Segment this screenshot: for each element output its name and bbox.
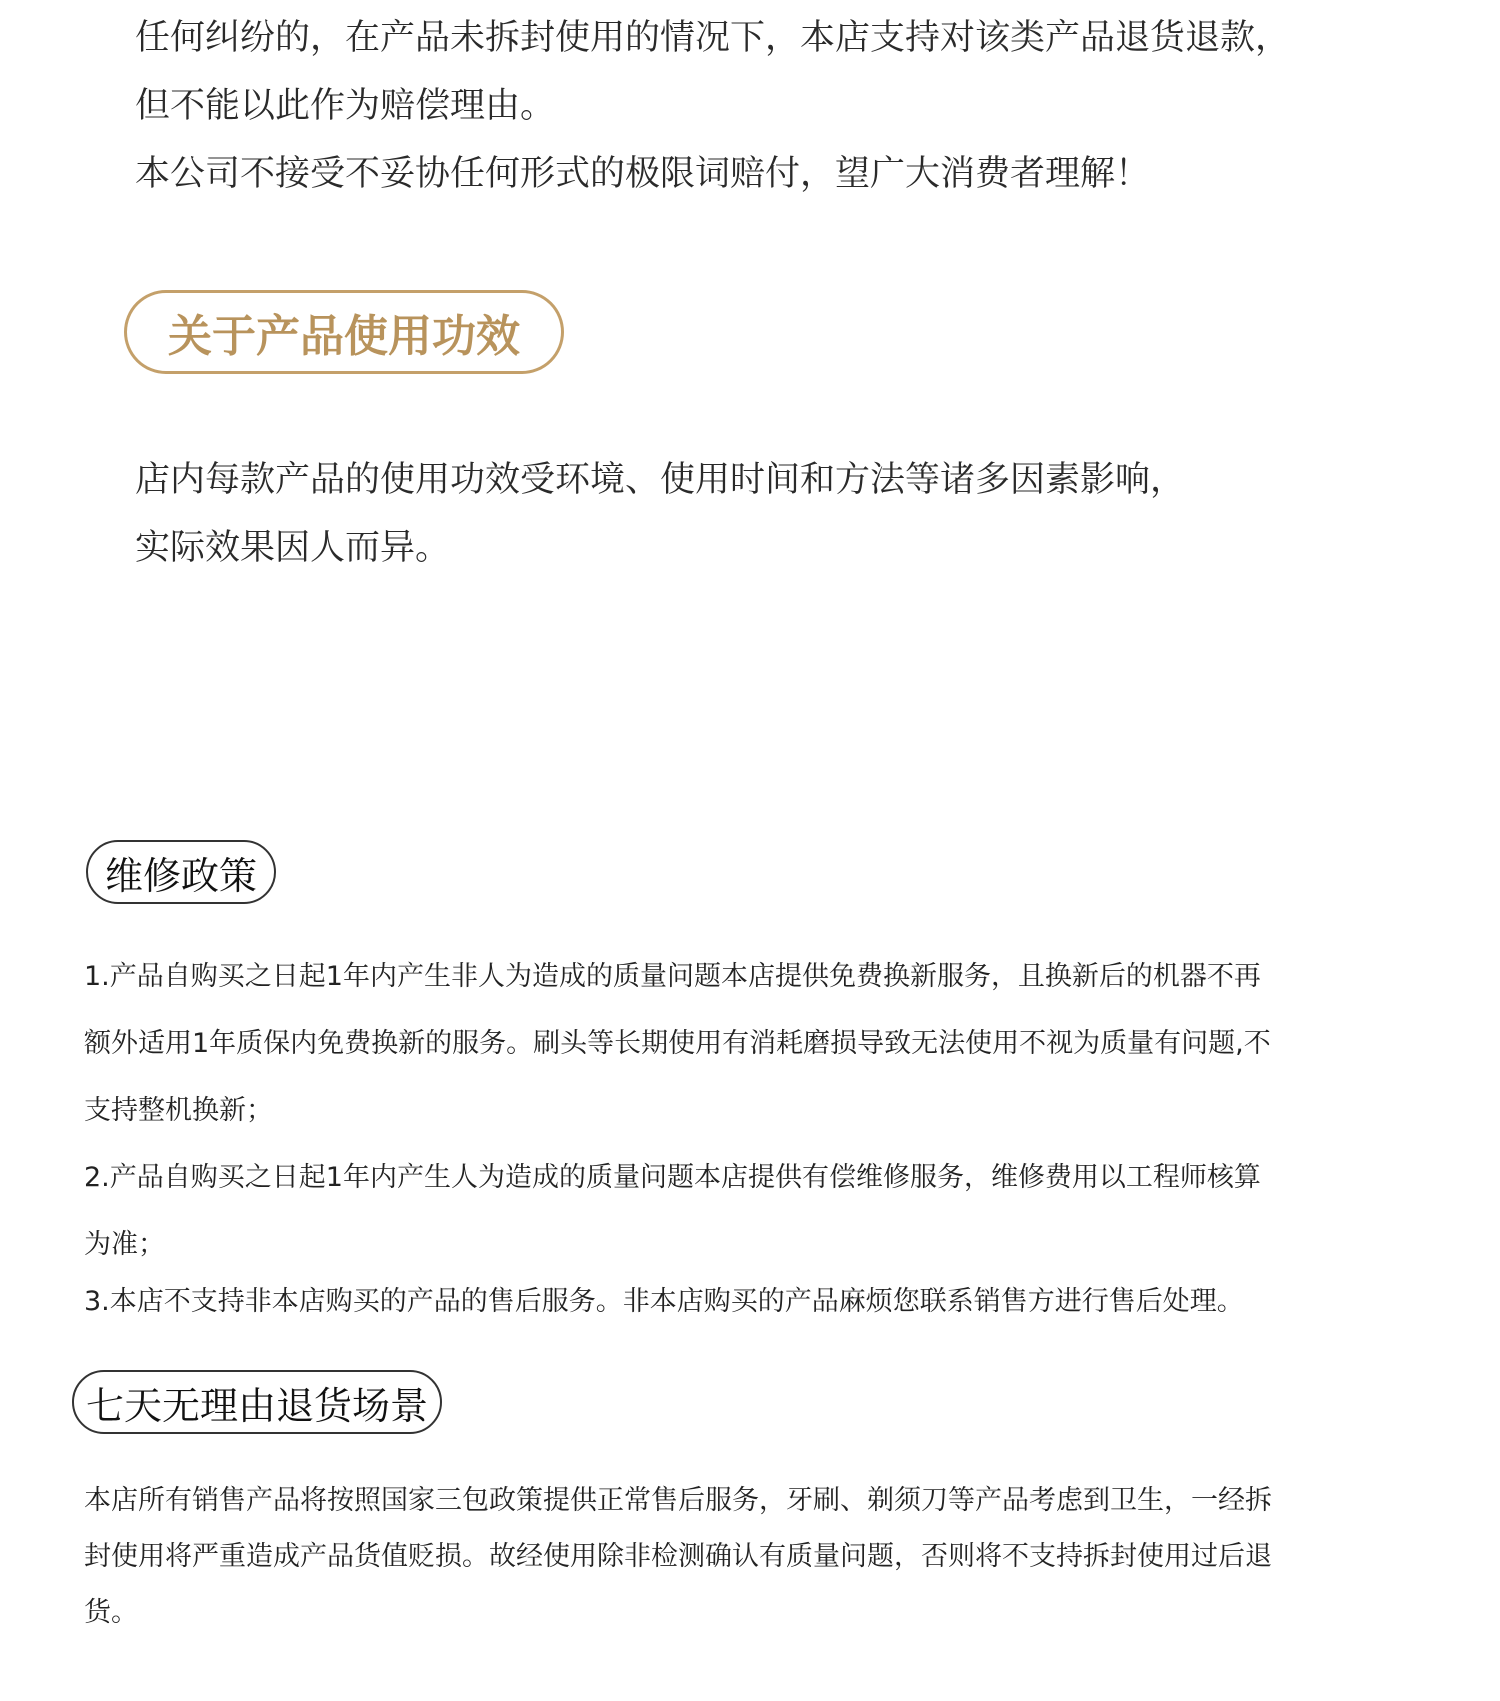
returns-heading-label: 七天无理由退货场景 <box>85 1383 428 1428</box>
repair-line-5: 为准； <box>84 1229 165 1260</box>
repair-heading <box>86 840 276 904</box>
efficacy-line-2: 实际效果因人而异。 <box>135 528 451 568</box>
repair-line-4: 2.产品自购买之日起1年内产生人为造成的质量问题本店提供有偿维修服务，维修费用以工程师核算 <box>84 1162 1261 1193</box>
returns-line-2: 封使用将严重造成产品货值贬损。故经使用除非检测确认有质量问题，否则将不支持拆封使用过后退 <box>84 1541 1272 1572</box>
returns-line-1: 本店所有销售产品将按照国家三包政策提供正常售后服务，牙刷、剃须刀等产品考虑到卫生，一经拆 <box>84 1485 1272 1516</box>
repair-line-3: 支持整机换新； <box>84 1095 273 1126</box>
repair-heading-label: 维修政策 <box>104 853 257 898</box>
repair-line-2: 额外适用1年质保内免费换新的服务。刷头等长期使用有消耗磨损导致无法使用不视为质量有问题,不 <box>84 1028 1271 1059</box>
returns-heading <box>72 1370 442 1434</box>
intro-line-3: 本公司不接受不妥协任何形式的极限词赔付，望广大消费者理解！ <box>135 154 1151 194</box>
efficacy-line-1: 店内每款产品的使用功效受环境、使用时间和方法等诸多因素影响， <box>135 460 1186 500</box>
returns-line-3: 货。 <box>84 1597 138 1628</box>
efficacy-heading-label: 关于产品使用功效 <box>168 311 520 362</box>
repair-line-1: 1.产品自购买之日起1年内产生非人为造成的质量问题本店提供免费换新服务，且换新后的机器不再 <box>84 961 1261 992</box>
intro-line-2: 但不能以此作为赔偿理由。 <box>135 86 556 126</box>
repair-line-6: 3.本店不支持非本店购买的产品的售后服务。非本店购买的产品麻烦您联系销售方进行售后处理。 <box>84 1286 1244 1317</box>
efficacy-heading <box>124 290 564 374</box>
intro-line-1: 任何纠纷的，在产品未拆封使用的情况下，本店支持对该类产品退货退款， <box>135 18 1291 58</box>
